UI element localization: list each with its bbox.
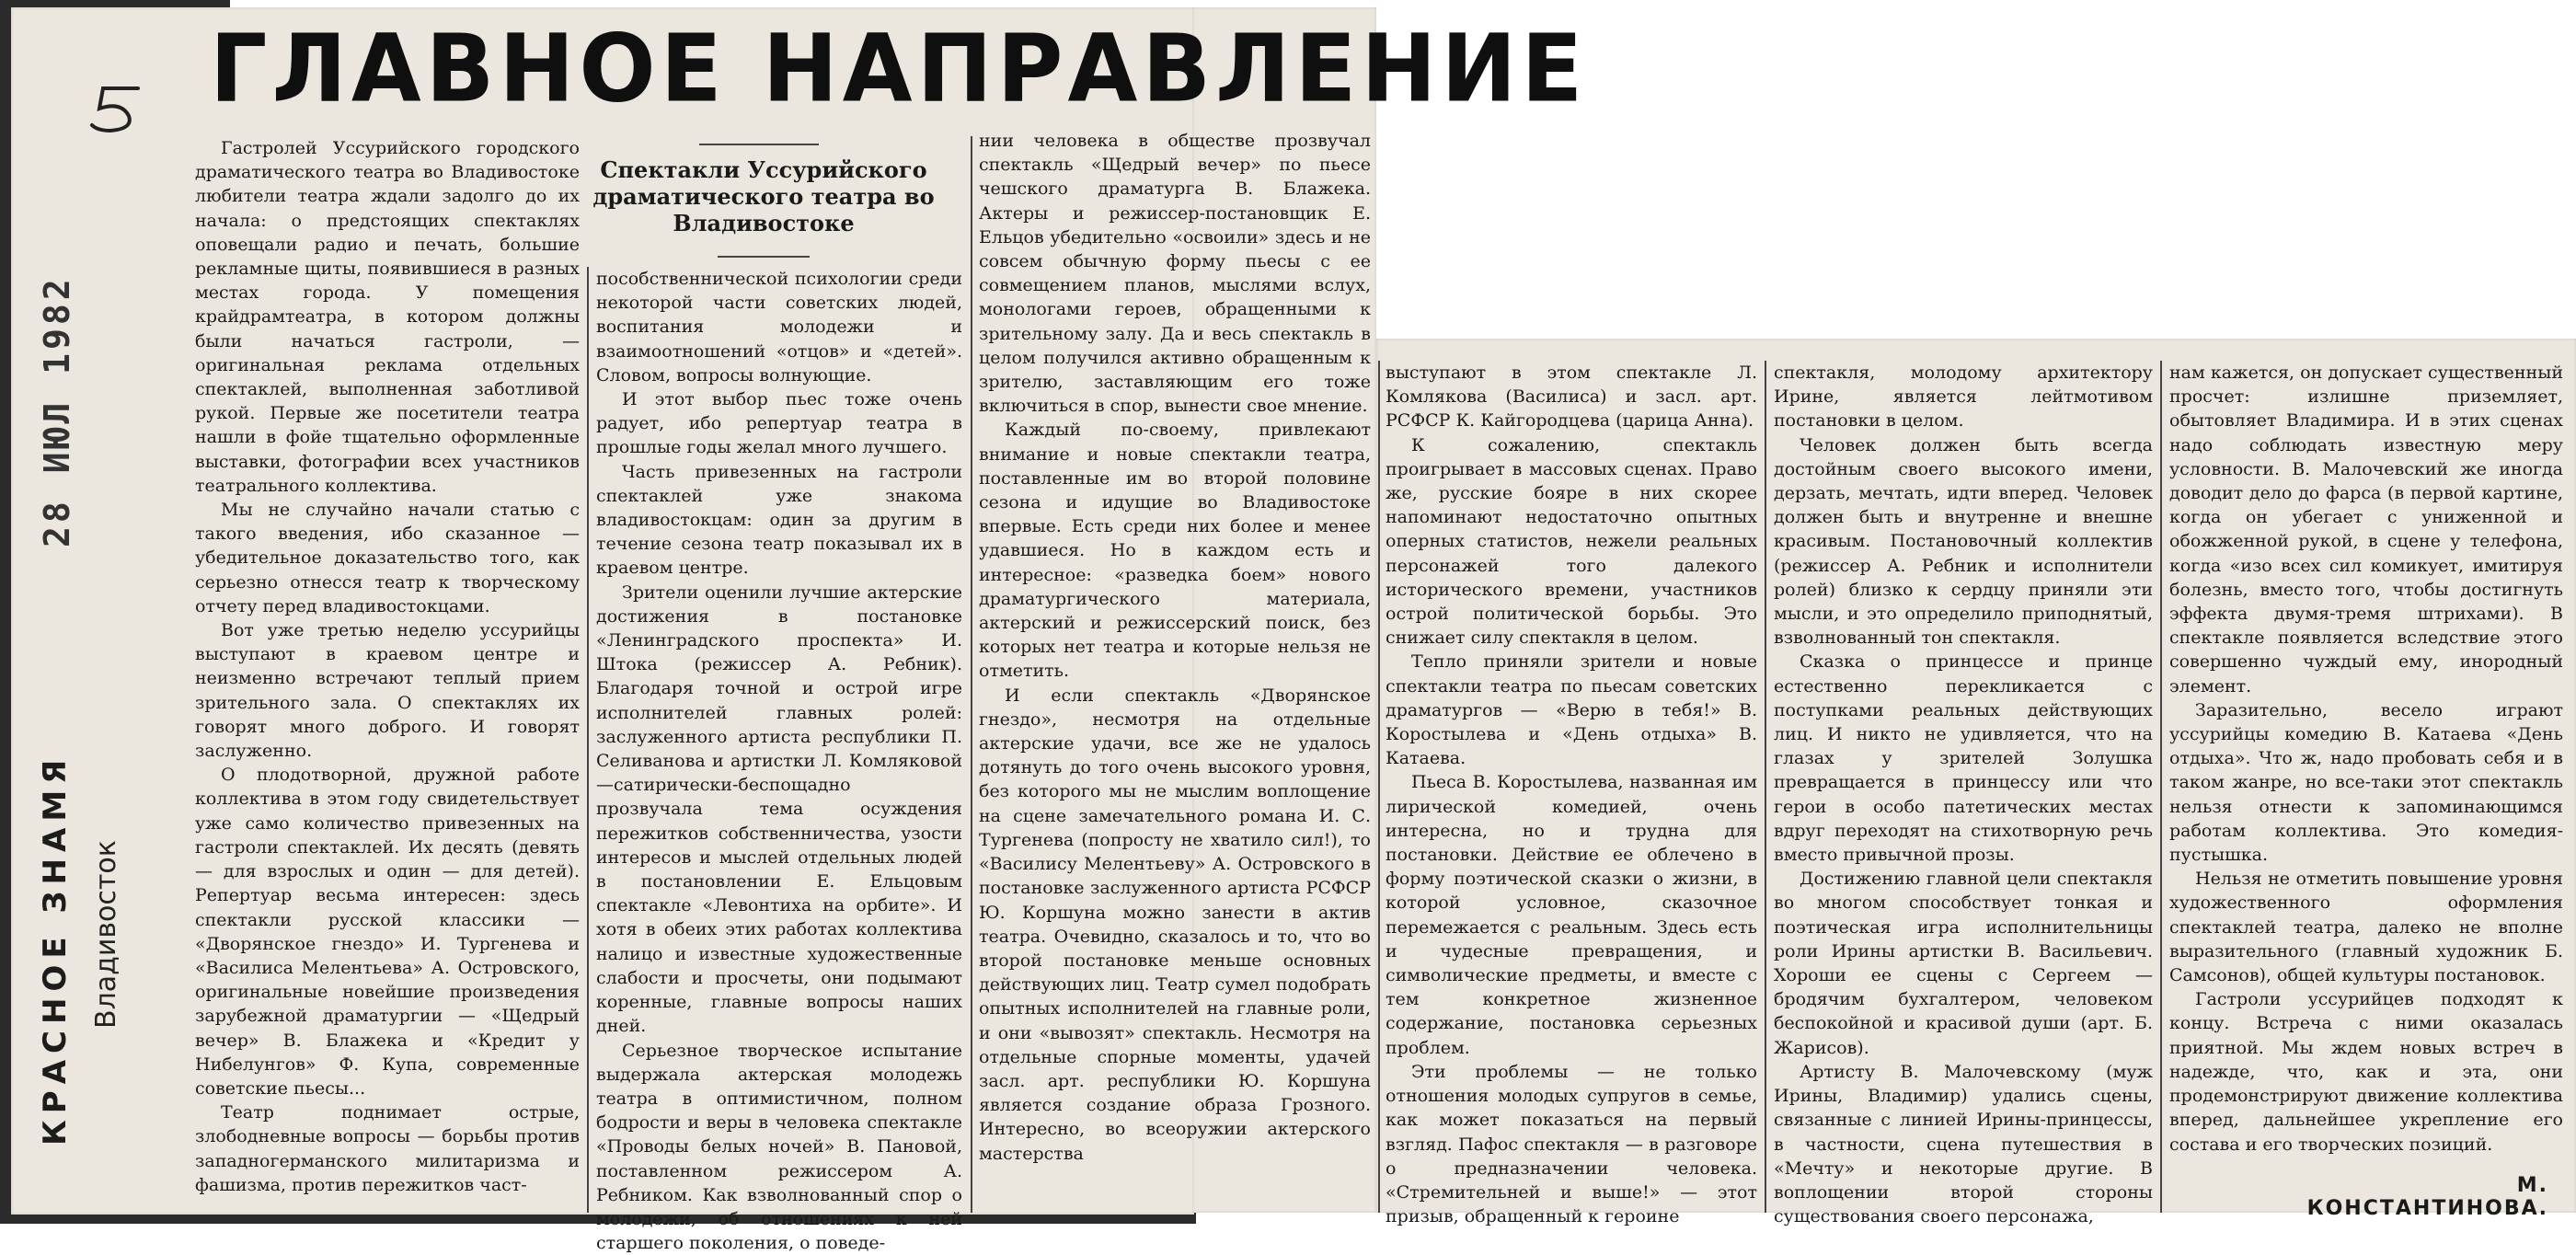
author-signature: М. КОНСТАНТИНОВА.	[2272, 1174, 2548, 1220]
paragraph: Тепло приняли зрители и новые спектакли театра по пьесам советских драматургов — «Верю в тебя!» В. Коростылева и «День отдыха» В. Катаева.	[1386, 650, 1757, 770]
paragraph: Сказка о принцессе и принце естественно перекликается с поступками реальных действующих лиц. И никто не удивляется, что на глазах у зрителей Золушка превращается в принцессу или что герои в особо патетических местах вдруг переходят на стихотворную речь вместо привычной прозы.	[1774, 650, 2153, 867]
paragraph: Театр поднимает острые, злободневные вопросы — борьбы против западногерманского милитаризма и фашизма, против пережитков част-	[195, 1100, 580, 1197]
paragraph: Пьеса В. Коростылева, названная им лирической комедией, очень интересна, но и трудна для постановки. Действие ее облечено в форму поэтической сказки о жизни, в которой условное, сказочное перемежается с реальным. Здесь есть и чудесные превращения, и символические предметы, и вместе с тем конкретное жизненное содержание, постановка серьезных проблем.	[1386, 770, 1757, 1059]
paragraph: нам кажется, он допускает существенный просчет: излишне приземляет, обытовляет Владимира. И в этих сценах надо соблюдать известную меру условности. В. Малочевский же иногда доводит дело до фарса (в первой картине, когда он убегает с униженной и обожженной рукой, в сцене у телефона, когда «изо всех сил комикует, имитируя болезнь, вместо того, чтобы достигнуть эффекта двумя-тремя штрихами). В спектакле появляется вследствие этого совершенно чуждый ему, инородный элемент.	[2169, 361, 2563, 698]
paragraph: Гастролей Уссурийского городского драматического театра во Владивостоке любители театра ждали задолго до их начала: о предстоящих спектаклях оповещали радио и печать, большие рекламные щиты, появившиеся в разных местах города. У помещения крайдрамтеатра, в котором должны были начаться гастроли, — оригинальная реклама отдельных спектаклей, выполненная заботливой рукой. Первые же посетители театра нашли в фойе тщательно оформленные выставки, фотографии всех участников театрального коллектива.	[195, 136, 580, 498]
column-divider	[2160, 361, 2162, 1213]
paragraph: Достижению главной цели спектакля во многом способствует тонкая и поэтическая игра исполнительницы роли Ирины артистки В. Васильевич. Хороши ее сцены с Сергеем — бродячим бухгалтером, человеком беспокойной и красивой души (арт. Б. Жарисов).	[1774, 867, 2153, 1060]
paragraph: Часть привезенных на гастроли спектаклей уже знакома владивостокцам: один за другим в течение сезона театр показывал их в краевом центре.	[596, 460, 962, 581]
subhead-rule-top	[699, 144, 819, 145]
paragraph: спектакля, молодому архитектору Ирине, является лейтмотивом постановки в целом.	[1774, 361, 2153, 433]
paragraph: Гастроли уссурийцев подходят к концу. Встреча с ними оказалась приятной. Мы ждем новых встреч в надежде, что, как и эта, они продемонстрируют движение коллектива вперед, дальнейшее укрепление его состава и его творческих позиций.	[2169, 987, 2563, 1156]
newspaper-masthead: КРАСНОЕ ЗНАМЯ	[37, 754, 74, 1146]
paragraph: Заразительно, весело играют уссурийцы комедию В. Катаева «День отдыха». Что ж, надо пробовать себя и в таком жанре, но все-таки этот спектакль нельзя отнести к запоминающимся работам коллектива. Это комедия-пустышка.	[2169, 698, 2563, 867]
column-divider	[1378, 361, 1380, 1213]
article-column-5	[1774, 361, 2153, 1213]
column-divider	[1765, 361, 1766, 1213]
date-stamp: 28 ИЮЛ 1982	[37, 275, 77, 547]
paragraph: К сожалению, спектакль проигрывает в массовых сценах. Право же, русские бояре в них скорее напоминают недостаточно опытных оперных статистов, нежели реальных персонажей того далекого исторического времени, участников острой политической борьбы. Это снижает силу спектакля в целом.	[1386, 433, 1757, 651]
paragraph: И этот выбор пьес тоже очень радует, ибо репертуар театра в прошлые годы желал много лучшего.	[596, 387, 962, 460]
article-column-1	[195, 136, 580, 1213]
city-label: Владивосток	[90, 840, 122, 1029]
subhead-rule-bottom	[718, 256, 810, 258]
paragraph: выступают в этом спектакле Л. Комлякова (Василиса) и засл. арт. РСФСР К. Кайгородцева (царица Анна).	[1386, 361, 1757, 433]
paragraph: Нельзя не отметить повышение уровня художественного оформления спектаклей театра, далеко не вполне выразительного (главный художник Б. Самсонов), общей культуры постановок.	[2169, 867, 2563, 987]
paragraph: И если спектакль «Дворянское гнездо», несмотря на отдельные актерские удачи, все же не удалось дотянуть до того очень высокого уровня, без которого мы не мыслим воплощение на сцене замечательного романа И. С. Тургенева (попросту не хватило сил!), то «Василису Мелентьеву» А. Островского в постановке заслуженного артиста РСФСР Ю. Коршуна можно занести в актив театра. Очевидно, сказалось и то, что во второй постановке меньше основных действующих лиц. Театр сумел подобрать опытных исполнителей на главные роли, и они «вывозят» спектакль. Несмотря на отдельные спорные моменты, удачей засл. арт. республики Ю. Коршуна является создание образа Грозного. Интересно, во всеоружии актерского мастерства	[979, 684, 1371, 1166]
paragraph: Мы не случайно начали статью с такого введения, ибо сказанное — убедительное доказательство того, как серьезно отнесся театр к творческому отчету перед владивостокцами.	[195, 498, 580, 618]
article-subheadline: Спектакли Уссурийского драматического театра во Владивостоке	[589, 156, 938, 236]
paragraph: Артисту В. Малочевскому (муж Ирины, Владимир) удались сцены, связанные с линией Ирины-принцессы, в частности, сцена путешествия в «Мечту» и некоторые другие. В воплощении второй стороны существования своего персонажа,	[1774, 1060, 2153, 1228]
paragraph: Серьезное творческое испытание выдержала актерская молодежь театра в оптимистичном, полном бодрости и веры в человека спектакле «Проводы белых ночей» В. Пановой, поставленном режиссером А. Ребником. Как взволнованный спор о молодежи, об отношениях к ней старшего поколения, о поведе-	[596, 1039, 962, 1255]
paragraph: О плодотворной, дружной работе коллектива в этом году свидетельствует уже само количество привезенных на гастроли спектаклей. Их десять (девять — для взрослых и один — для детей). Репертуар весьма интересен: здесь спектакли русской классики — «Дворянское гнездо» И. Тургенева и «Василиса Мелентьева» А. Островского, оригинальные новейшие произведения зарубежной драматургии — «Щедрый вечер» В. Блажека и «Кредит у Нибелунгов» Ф. Купа, современные советские пьесы...	[195, 763, 580, 1100]
scan-edge-left	[0, 0, 11, 1224]
article-headline: ГЛАВНОЕ НАПРАВЛЕНИЕ	[210, 17, 1369, 121]
article-column-3	[979, 129, 1371, 1213]
paragraph: Эти проблемы — не только отношения молодых супругов в семье, как может показаться на первый взгляд. Пафос спектакля — в разговоре о предназначении человека. «Стремительней и выше!» — этот призыв, обращенный к героине	[1386, 1060, 1757, 1228]
paragraph: Вот уже третью неделю уссурийцы выступают в краевом центре и неизменно встречают теплый прием зрительного зала. О спектаклях их говорят много доброго. И говорят заслуженно.	[195, 618, 580, 763]
column-divider	[587, 267, 589, 1213]
article-column-6	[2169, 361, 2563, 1170]
paragraph: Каждый по-своему, привлекают внимание и новые спектакли театра, поставленные им во второй половине сезона и идущие во Владивостоке впервые. Есть среди них более и менее удавшиеся. Но в каждом есть и интересное: «разведка боем» нового драматургического материала, актерский и режиссерский поиск, без которых нет театра и которые нельзя не отметить.	[979, 418, 1371, 683]
column-divider	[971, 136, 972, 1213]
article-column-4	[1386, 361, 1757, 1213]
paragraph: пособственнической психологии среди некоторой части советских людей, воспитания молодежи и взаимоотношений «отцов» и «детей». Словом, вопросы волнующие.	[596, 267, 962, 387]
paragraph: нии человека в обществе прозвучал спектакль «Щедрый вечер» по пьесе чешского драматурга В. Блажека. Актеры и режиссер-постановщик Е. Ельцов убедительно «освоили» здесь и не совсем обычную форму пьесы с ее совмещением планов, мыслями вслух, монологами героев, обращенными к зрительному залу. Да и весь спектакль в целом получился активно обращенным к зрителю, заставляющим его тоже включиться в спор, вынести свое мнение.	[979, 129, 1371, 418]
article-column-2	[596, 267, 962, 1213]
paragraph: Зрители оценили лучшие актерские достижения в постановке «Ленинградского проспекта» И. Штока (режиссер А. Ребник). Благодаря точной и острой игре исполнителей главных ролей: заслуженного артиста республики П. Селиванова и артистки Л. Комляковой—сатирически-беспощадно прозвучала тема осуждения пережитков собственничества, узости интересов и мыслей отдельных людей в постановлении Е. Ельцовым спектакле «Левонтиха на орбите». И хотя в обеих этих работах коллектива налицо и известные художественные слабости и просчеты, они подымают коренные, главные вопросы наших дней.	[596, 581, 962, 1039]
handwritten-number-mark	[83, 81, 156, 136]
paragraph: Человек должен быть всегда достойным своего высокого имени, дерзать, мечтать, идти вперед. Человек должен быть и внутренне и внешне красивым. Постановочный коллектив (режиссер А. Ребник и исполнители ролей) близко к сердцу приняли эти мысли, и это определило приподнятый, взволнованный тон спектакля.	[1774, 433, 2153, 651]
